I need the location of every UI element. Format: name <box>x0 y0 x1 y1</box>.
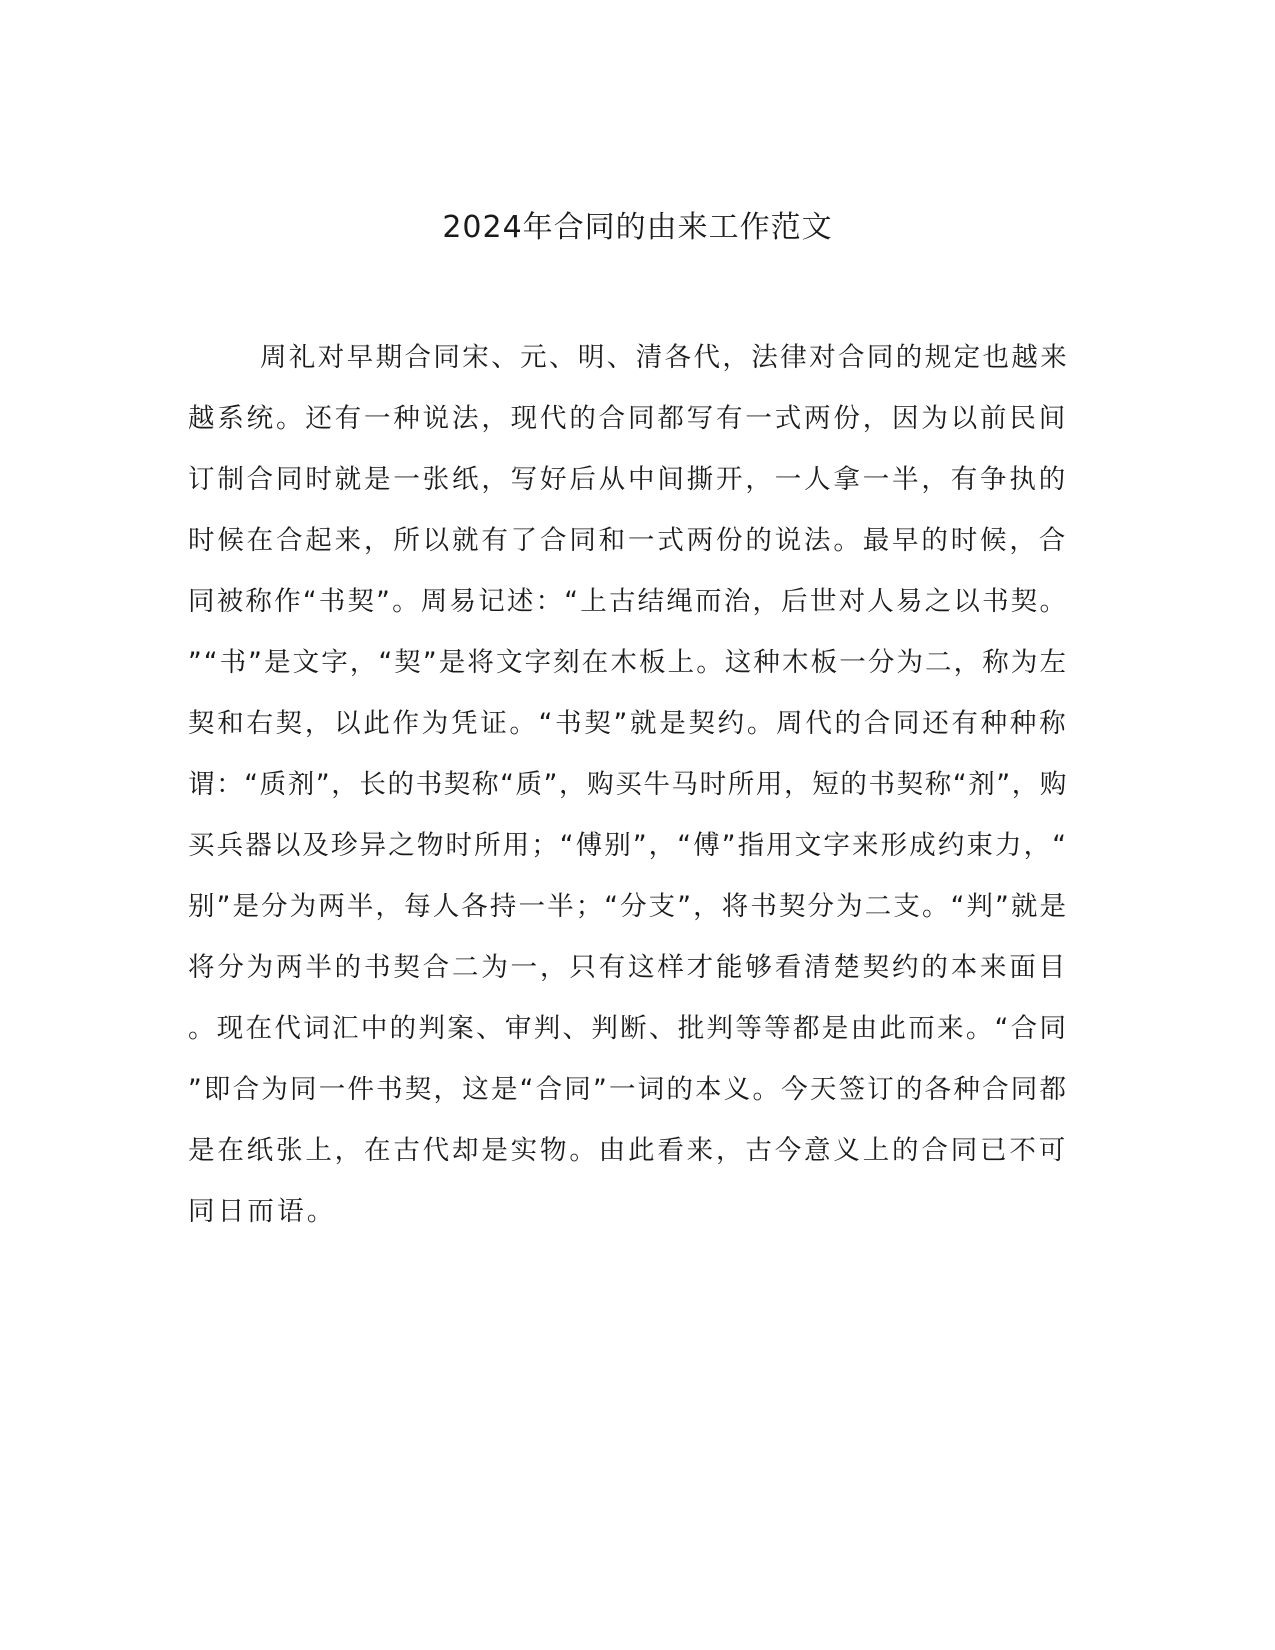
body-line: 谓：“质剂”，长的书契称“质”，购买牛马时所用，短的书契称“剂”，购 <box>188 769 1068 800</box>
document-title: 2024年合同的由来工作范文 <box>442 210 833 245</box>
body-line: 将分为两半的书契合二为一，只有这样才能够看清楚契约的本来面目 <box>188 952 1068 983</box>
body-line: ”“书”是文字，“契”是将文字刻在木板上。这种木板一分为二，称为左 <box>188 647 1068 678</box>
body-line: 别”是分为两半，每人各持一半；“分支”，将书契分为二支。“判”就是 <box>188 891 1068 922</box>
body-line: 同日而语。 <box>188 1196 337 1227</box>
body-line: 周礼对早期合同宋、元、明、清各代，法律对合同的规定也越来 <box>260 342 1070 373</box>
body-line: 越系统。还有一种说法，现代的合同都写有一式两份，因为以前民间 <box>188 403 1068 434</box>
body-line: ”即合为同一件书契，这是“合同”一词的本义。今天签订的各种合同都 <box>188 1074 1068 1105</box>
body-line: 。现在代词汇中的判案、审判、判断、批判等等都是由此而来。“合同 <box>188 1013 1068 1044</box>
body-line: 买兵器以及珍异之物时所用；“傅别”，“傅”指用文字来形成约束力，“ <box>188 830 1068 861</box>
body-line: 订制合同时就是一张纸，写好后从中间撕开，一人拿一半，有争执的 <box>188 464 1068 495</box>
body-line: 是在纸张上，在古代却是实物。由此看来，古今意义上的合同已不可 <box>188 1135 1068 1166</box>
body-line: 契和右契，以此作为凭证。“书契”就是契约。周代的合同还有种种称 <box>188 708 1068 739</box>
body-line: 时候在合起来，所以就有了合同和一式两份的说法。最早的时候，合 <box>188 525 1068 556</box>
body-line: 同被称作“书契”。周易记述：“上古结绳而治，后世对人易之以书契。 <box>188 586 1068 617</box>
document-body <box>188 327 1068 1242</box>
